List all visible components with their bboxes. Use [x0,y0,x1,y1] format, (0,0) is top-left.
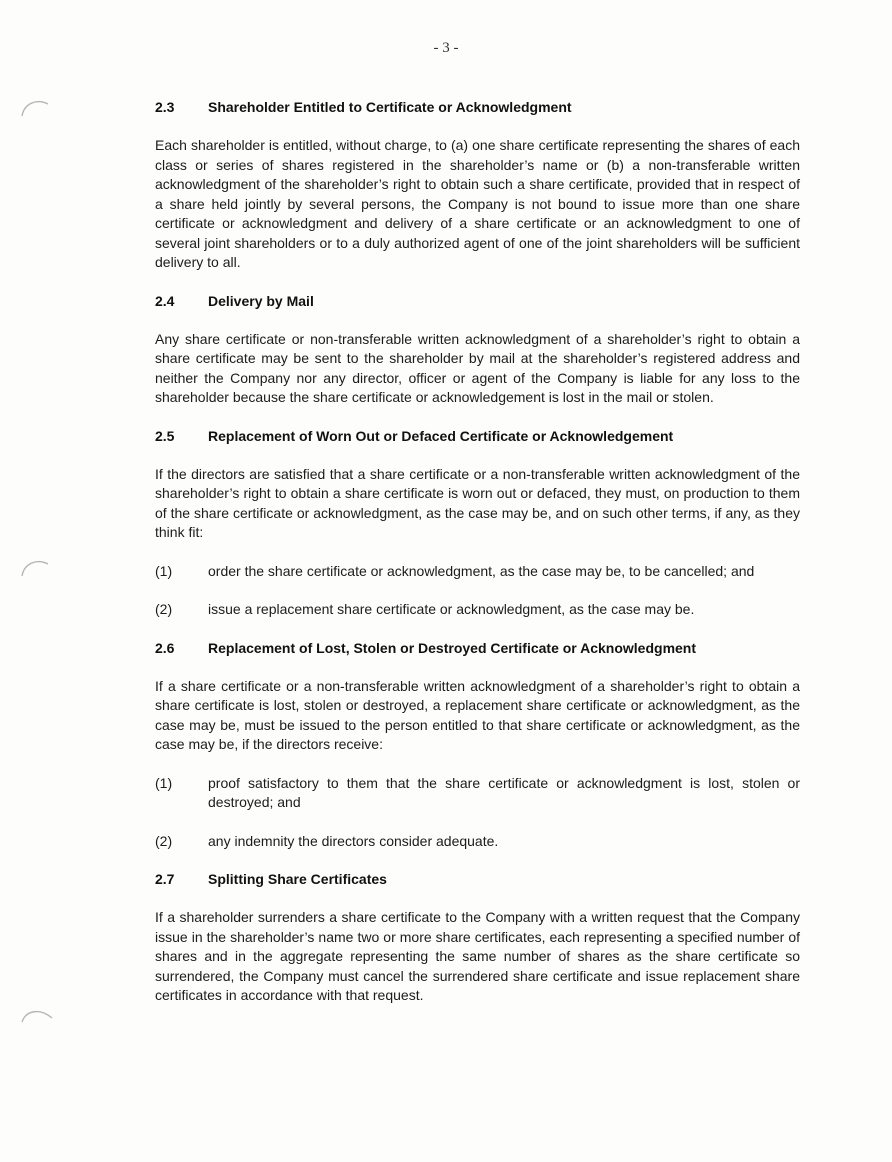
section-paragraph: If a shareholder surrenders a share certificate to the Company with a written request that the Company issue in the shareholder’s name two or more share certificates, each representing a specified number of shares and in the aggregate representing the same number of shares as the share certificate so surrendered, the Company must cancel the surrendered share certificate and issue replacement share certificates in accordance with that request. [155,909,800,1003]
section-title: Replacement of Lost, Stolen or Destroyed Certificate or Acknowledgment [208,639,697,656]
list-text: order the share certificate or acknowledgment, as the case may be, to be cancelled; and [208,562,755,579]
section-heading [155,639,800,658]
section-heading [155,870,800,889]
section-heading [155,98,800,117]
list-text: proof satisfactory to them that the share certificate or acknowledgment is lost, stolen or destroyed; and [208,774,800,810]
section-paragraph: If the directors are satisfied that a share certificate or a non-transferable written acknowledgment of the shareholder’s right to obtain a share certificate is worn out or defaced, they must, on production to them of the share certificate or acknowledgment, as the case may be, and on such other terms, if any, as they think fit: [155,465,800,540]
list-marker: (2) [155,832,173,849]
section-number: 2.6 [155,639,175,656]
section-title: Replacement of Worn Out or Defaced Certificate or Acknowledgement [208,427,674,444]
section-number: 2.5 [155,427,175,444]
list-marker: (2) [155,601,173,617]
list-text: issue a replacement share certificate or acknowledgment, as the case may be. [208,601,695,617]
section-title: Delivery by Mail [208,292,314,309]
section-paragraph: Any share certificate or non-transferable written acknowledgment of a shareholder’s right to obtain a share certificate may be sent to the shareholder by mail at the shareholder’s registered address and neither the Company nor any director, officer or agent of the Company is liable for any loss to the shareholder because the share certificate or acknowledgement is lost in the mail or stolen. [155,330,800,405]
section-title: Shareholder Entitled to Certificate or Acknowledgment [208,99,572,115]
section-paragraph: Each shareholder is entitled, without charge, to (a) one share certificate representing the shares of each class or series of shares registered in the shareholder’s name or (b) a non-transferable written acknowledgment of the shareholder’s right to obtain such a share certificate, provided that in respect of a share held jointly by several persons, the Company is not bound to issue more than one share certificate or acknowledgment and delivery of a share certificate or an acknowledgment to one of several joint shareholders or to a duly authorized agent of one of the joint shareholders will be sufficient delivery to all. [155,137,800,270]
list-item [155,562,800,582]
list-item [155,832,800,852]
section-heading [155,292,800,311]
document-body [155,98,800,1025]
list-item [155,600,800,620]
page-number: - 3 - [433,40,459,56]
section-number: 2.3 [155,99,175,115]
binder-hole-mark [20,1004,46,1030]
list-item [155,774,800,813]
section-paragraph: If a share certificate or a non-transferable written acknowledgment of a shareholder’s right to obtain a share certificate is lost, stolen or destroyed, a replacement share certificate or acknowledgment, as the case may be, must be issued to the person entitled to that share certificate or acknowledgment, as the case may be, if the directors receive: [155,677,800,752]
list-marker: (1) [155,774,173,791]
section-heading [155,427,800,446]
binder-hole-mark [20,96,46,122]
list-text: any indemnity the directors consider adequate. [208,832,499,849]
list-marker: (1) [155,562,173,579]
section-number: 2.4 [155,292,175,309]
section-title: Splitting Share Certificates [208,871,387,887]
binder-hole-mark [20,556,46,582]
section-number: 2.7 [155,871,175,887]
